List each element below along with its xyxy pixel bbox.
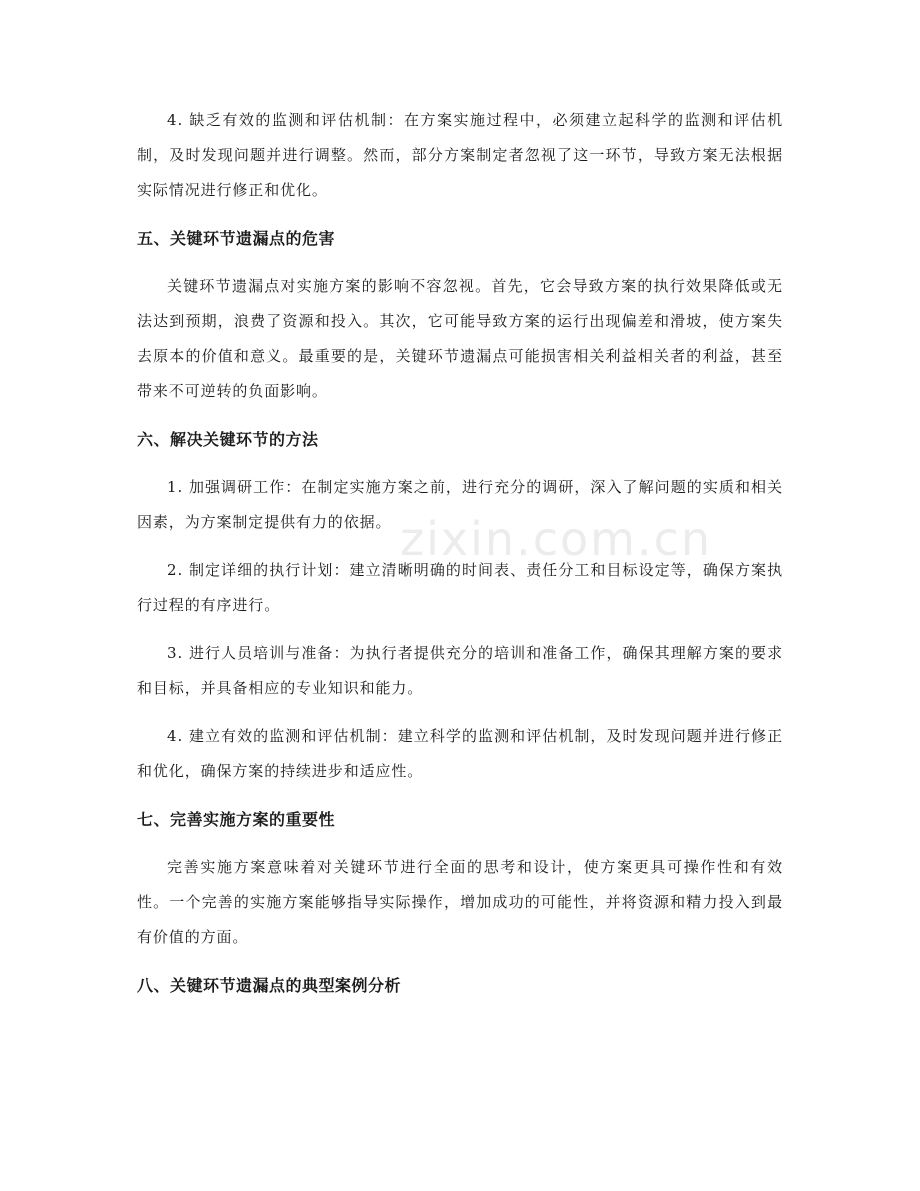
- document-body: [137, 103, 783, 1016]
- heading-section-7: 七、完善实施方案的重要性: [137, 810, 336, 829]
- heading-section-6: 六、解决关键环节的方法: [137, 430, 319, 449]
- watermark: zixin.com.cn: [400, 512, 713, 566]
- paragraph-importance: 完善实施方案意味着对关键环节进行全面的思考和设计，使方案更具可操作性和有效性。一个完善的实施方案能够指导实际操作，增加成功的可能性，并将资源和精力投入到最有价值的方面。: [137, 858, 783, 946]
- paragraph-method-2: 2. 制定详细的执行计划：建立清晰明确的时间表、责任分工和目标设定等，确保方案执行过程的有序进行。: [137, 561, 783, 614]
- heading-section-8: 八、关键环节遗漏点的典型案例分析: [137, 976, 402, 995]
- heading-section-5: 五、关键环节遗漏点的危害: [137, 229, 336, 248]
- paragraph-method-4: 4. 建立有效的监测和评估机制：建立科学的监测和评估机制，及时发现问题并进行修正和优化，确保方案的持续进步和适应性。: [137, 727, 783, 780]
- paragraph-method-3: 3. 进行人员培训与准备：为执行者提供充分的培训和准备工作，确保其理解方案的要求和目标，并具备相应的专业知识和能力。: [137, 644, 783, 697]
- paragraph-harm: 关键环节遗漏点对实施方案的影响不容忽视。首先，它会导致方案的执行效果降低或无法达到预期，浪费了资源和投入。其次，它可能导致方案的运行出现偏差和滑坡，使方案失去原本的价值和意义。最重要的是，关键环节遗漏点可能损害相关利益相关者的利益，甚至带来不可逆转的负面影响。: [137, 277, 783, 400]
- paragraph-lacking-monitoring: 4. 缺乏有效的监测和评估机制：在方案实施过程中，必须建立起科学的监测和评估机制，及时发现问题并进行调整。然而，部分方案制定者忽视了这一环节，导致方案无法根据实际情况进行修正和优化。: [137, 111, 783, 199]
- paragraph-method-1: 1. 加强调研工作：在制定实施方案之前，进行充分的调研，深入了解问题的实质和相关因素，为方案制定提供有力的依据。: [137, 478, 783, 531]
